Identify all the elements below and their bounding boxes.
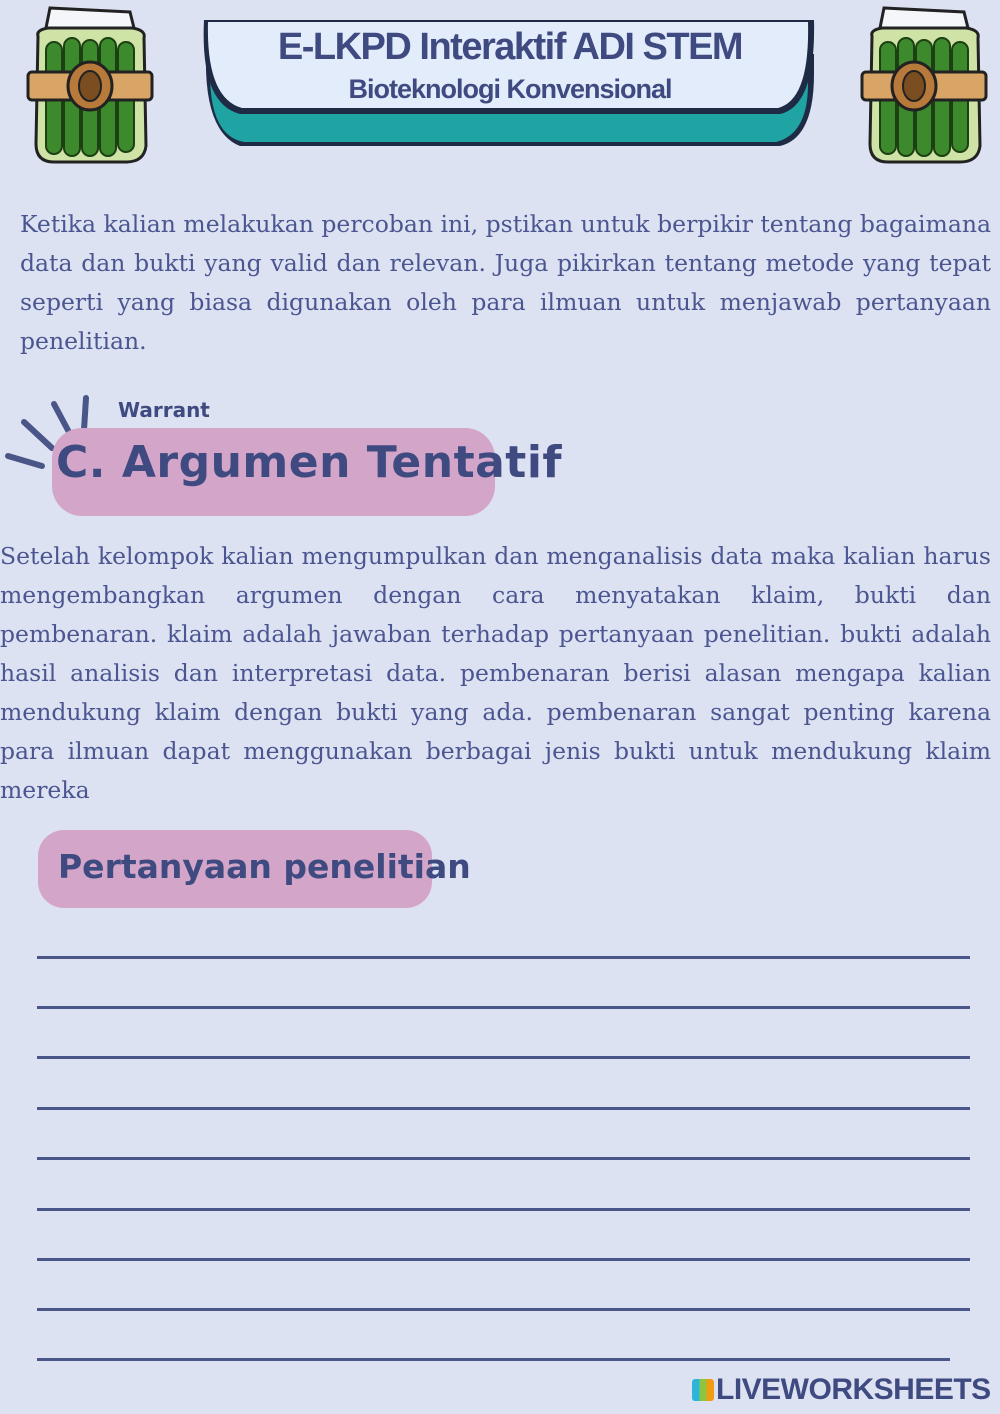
answer-line[interactable] <box>37 956 970 959</box>
liveworksheets-logo <box>692 1373 991 1407</box>
question-label: Pertanyaan penelitian <box>58 847 471 886</box>
section-body-paragraph: Setelah kelompok kalian mengumpulkan dan menganalisis data maka kalian harus mengembangkan argumen dengan cara menyatakan klaim, bukti dan pembenaran. klaim adalah jawaban terhadap pertanyaan penelitian. bukti adalah hasil analisis dan interpretasi data. pembenaran berisi alasan mengapa kalian mendukung klaim dengan bukti yang ada. pembenaran sangat penting karena para ilmuan dapat menggunakan berbagai jenis bukti untuk mendukung klaim mereka <box>0 542 991 804</box>
pickle-jar-left-image <box>18 6 158 166</box>
pickle-jar-right-image <box>852 6 992 166</box>
answer-line[interactable] <box>37 1107 970 1110</box>
intro-paragraph: Ketika kalian melakukan percoban ini, pstikan untuk berpikir tentang bagaimana data dan bukti yang valid dan relevan. Juga pikirkan tentang metode yang tepat seperti yang biasa digunakan oleh para ilmuan untuk menjawab pertanyaan penelitian. <box>20 210 991 355</box>
liveworksheets-logo-icon <box>692 1379 714 1401</box>
answer-line[interactable] <box>37 1208 970 1211</box>
header-title: E-LKPD Interaktif ADI STEM <box>277 26 743 68</box>
answer-line[interactable] <box>37 1358 950 1361</box>
section-heading: C. Argumen Tentatif <box>56 437 563 488</box>
answer-line[interactable] <box>37 1258 970 1261</box>
liveworksheets-logo-text: LIVEWORKSHEETS <box>716 1373 991 1406</box>
section-tag: Warrant <box>118 398 210 422</box>
answer-line[interactable] <box>37 1006 970 1009</box>
answer-line[interactable] <box>37 1308 970 1311</box>
header-subtitle: Bioteknologi Konvensional <box>348 74 672 104</box>
answer-line[interactable] <box>37 1157 970 1160</box>
answer-line[interactable] <box>37 1056 970 1059</box>
